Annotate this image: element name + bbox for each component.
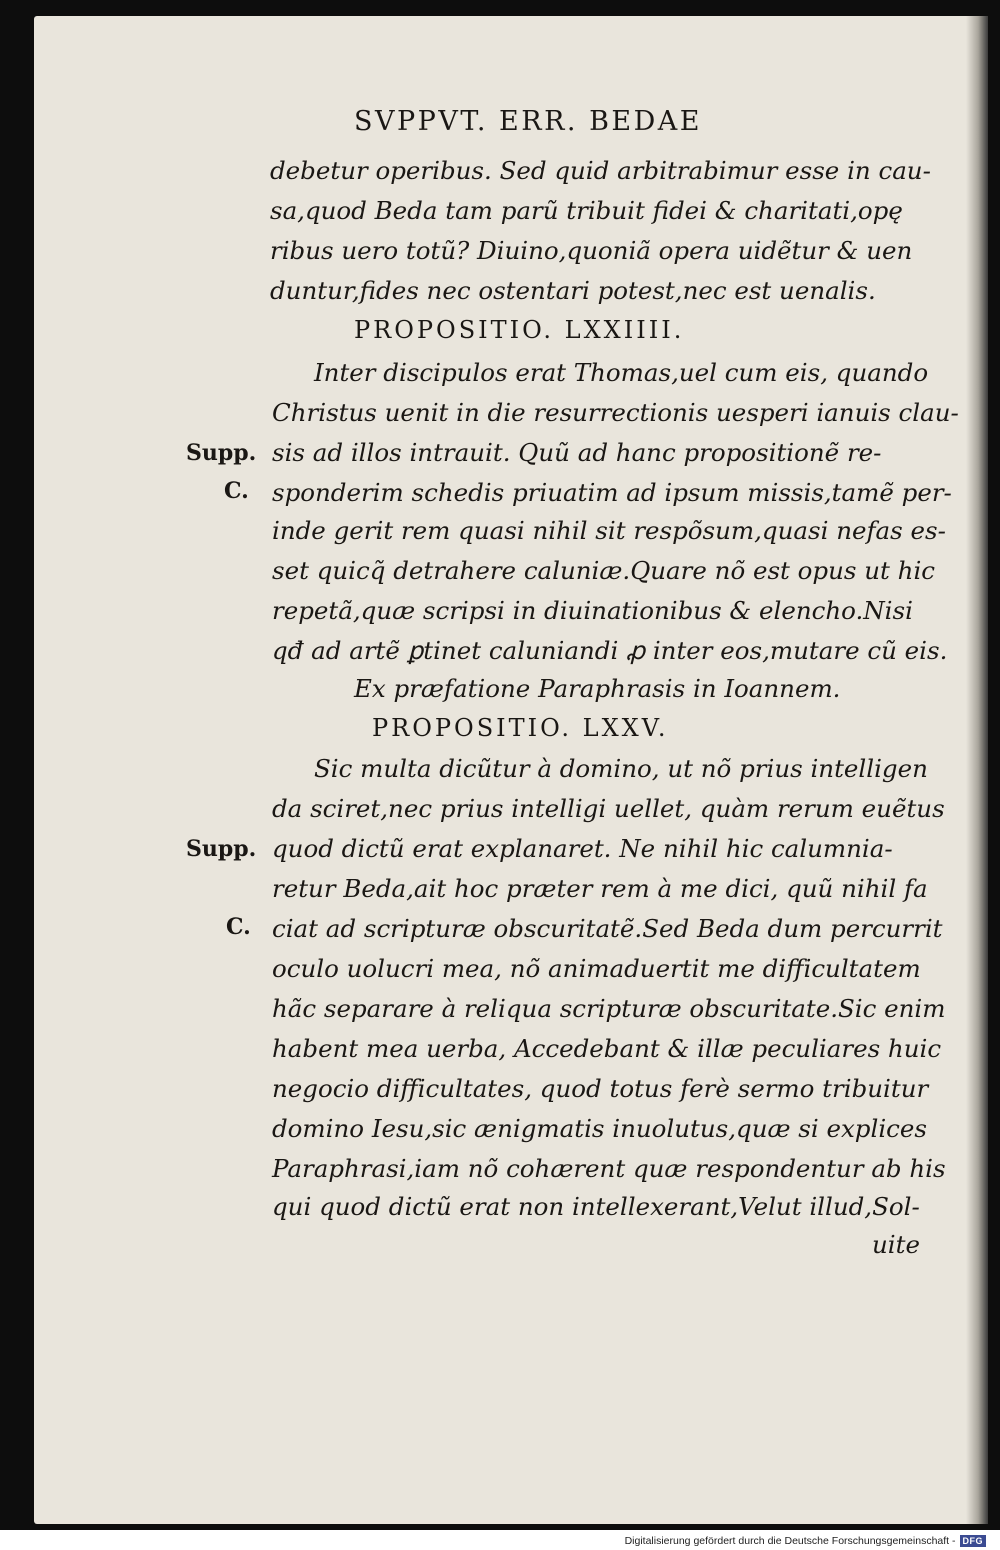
page-gutter-shadow bbox=[966, 16, 988, 1524]
text-line: negocio difficultates, quod totus ferè sermo tribuitur bbox=[272, 1074, 929, 1103]
text-line: Christus uenit in die resurrectionis uesperi ianuis clau- bbox=[272, 398, 959, 427]
text-line: domino Iesu,sic ænigmatis inuolutus,quæ si explices bbox=[272, 1114, 927, 1143]
source-line: Ex præfatione Paraphrasis in Ioannem. bbox=[354, 674, 841, 703]
margin-note-supp: Supp. bbox=[186, 440, 257, 466]
text-line: sponderim schedis priuatim ad ipsum missis,tamẽ per- bbox=[272, 478, 952, 507]
text-line: ribus uero totũ? Diuino,quoniã opera uidẽtur & uen bbox=[270, 236, 913, 265]
text-line: oculo uolucri mea, nõ animaduertit me difficultatem bbox=[272, 954, 921, 983]
text-line: hãc separare à reliqua scripturæ obscuritate.Sic enim bbox=[272, 994, 946, 1023]
text-line: inde gerit rem quasi nihil sit respõsum,quasi nefas es- bbox=[272, 516, 946, 545]
text-line: Sic multa dicũtur à domino, ut nõ prius intelligen bbox=[314, 754, 928, 783]
running-head: SVPPVT. ERR. BEDAE bbox=[354, 106, 702, 137]
margin-note-c: C. bbox=[224, 478, 249, 504]
dfg-logo-icon: DFG bbox=[960, 1535, 987, 1547]
text-line: sa,quod Beda tam parũ tribuit fidei & charitati,opę bbox=[270, 196, 903, 225]
proposition-heading: PROPOSITIO. LXXV. bbox=[372, 714, 669, 742]
text-line: Inter discipulos erat Thomas,uel cum eis, quando bbox=[314, 358, 929, 387]
digitization-footer bbox=[625, 1533, 986, 1549]
text-line: set quicq̃ detrahere caluniæ.Quare nõ est opus ut hic bbox=[272, 556, 936, 585]
text-line: quod dictũ erat explanaret. Ne nihil hic calumnia- bbox=[272, 834, 893, 863]
text-line: retur Beda,ait hoc præter rem à me dici, quũ nihil fa bbox=[272, 874, 928, 903]
text-line: ciat ad scripturæ obscuritatẽ.Sed Beda dum percurrit bbox=[272, 914, 943, 943]
margin-note-c: C. bbox=[226, 914, 251, 940]
catchword: uite bbox=[872, 1230, 920, 1259]
text-line: Paraphrasi,iam nõ cohærent quæ respondentur ab his bbox=[272, 1154, 946, 1183]
text-line: debetur operibus. Sed quid arbitrabimur esse in cau- bbox=[270, 156, 931, 185]
text-line: qđ ad artẽ ꝑtinet caluniandi ꝓ inter eos,mutare cũ eis. bbox=[272, 636, 948, 665]
text-line: da sciret,nec prius intelligi uellet, quàm rerum euẽtus bbox=[272, 794, 945, 823]
text-line: qui quod dictũ erat non intellexerant,Velut illud,Sol- bbox=[272, 1192, 920, 1221]
proposition-heading: PROPOSITIO. LXXIIII. bbox=[354, 316, 685, 344]
funding-credit: Digitalisierung gefördert durch die Deutsche Forschungsgemeinschaft - bbox=[624, 1535, 956, 1547]
text-line: duntur,fides nec ostentari potest,nec est uenalis. bbox=[270, 276, 876, 305]
margin-note-supp: Supp. bbox=[186, 836, 257, 862]
text-line: habent mea uerba, Accedebant & illæ peculiares huic bbox=[272, 1034, 942, 1063]
text-line: repetã,quæ scripsi in diuinationibus & elencho.Nisi bbox=[272, 596, 913, 625]
text-line: sis ad illos intrauit. Quũ ad hanc propositionẽ re- bbox=[272, 438, 882, 467]
